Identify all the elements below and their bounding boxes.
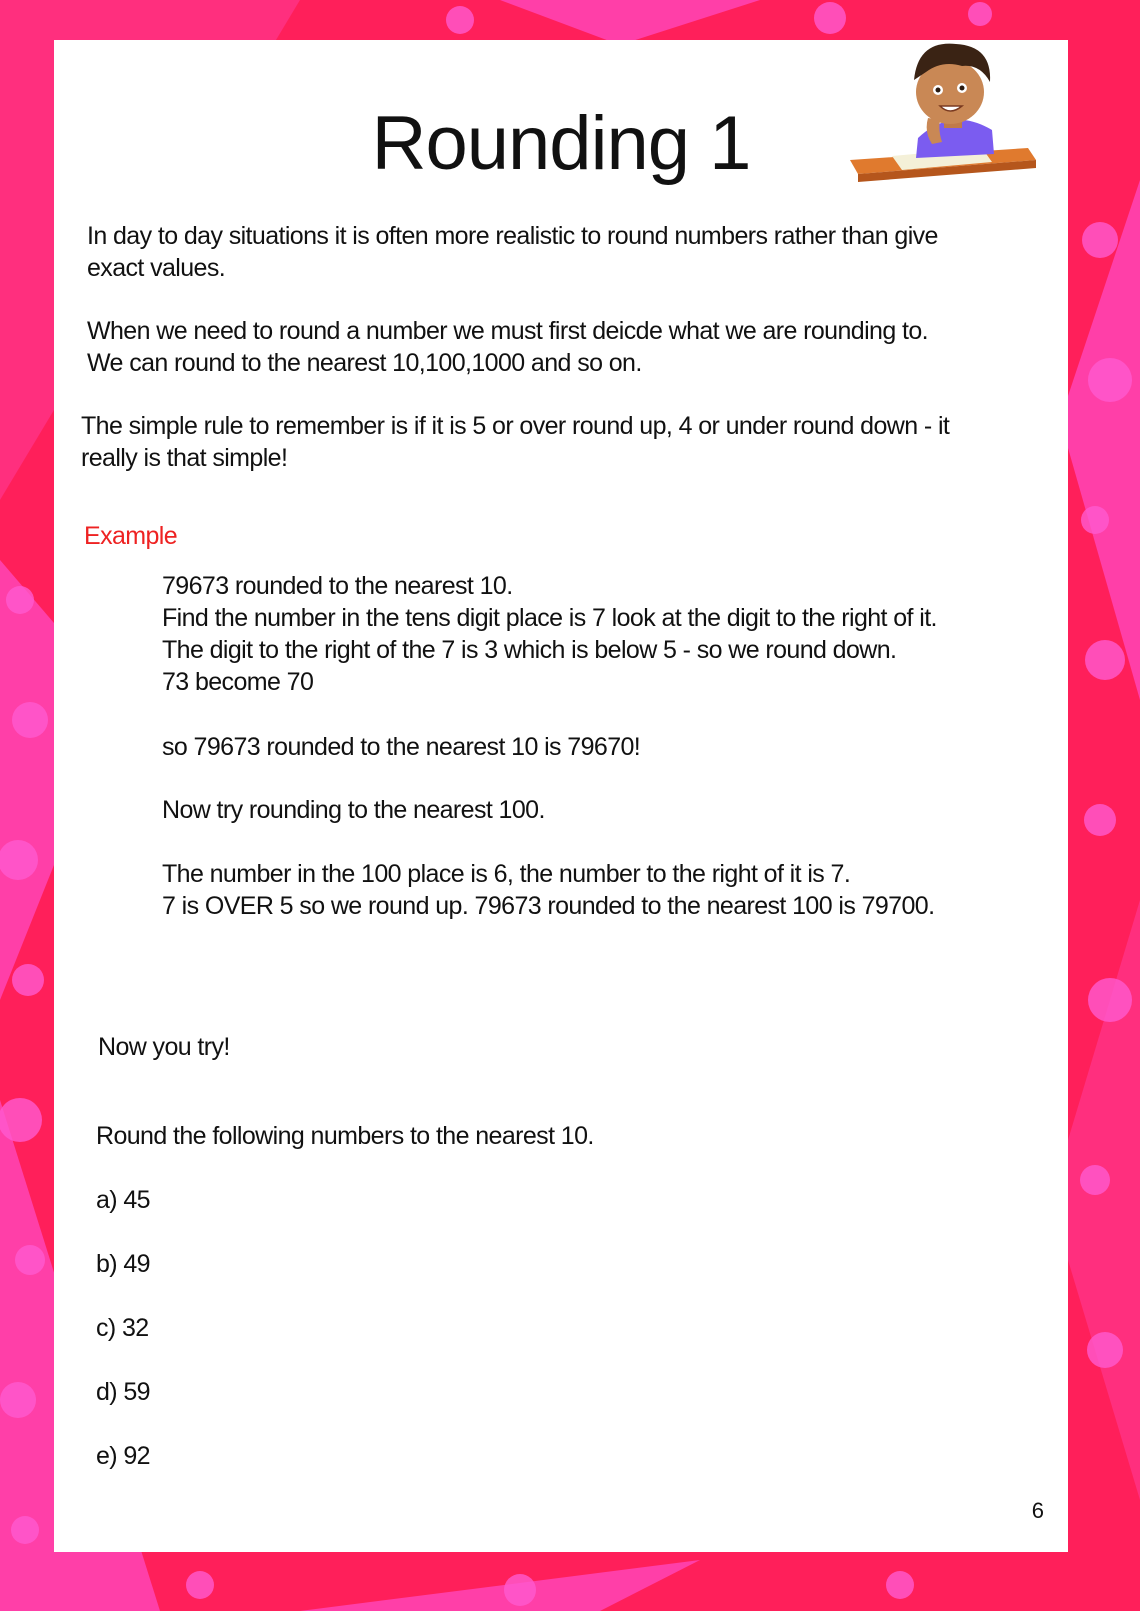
intro-paragraph-2	[87, 315, 928, 379]
text-line: exact values.	[87, 254, 226, 282]
page-title: Rounding 1	[371, 101, 751, 186]
example-result: so 79673 rounded to the nearest 10 is 79670!	[162, 733, 641, 761]
intro-paragraph-1	[87, 220, 938, 284]
example-try-next: Now try rounding to the nearest 100.	[162, 796, 545, 824]
example-label: Example	[84, 522, 178, 550]
text-line: 79673 rounded to the nearest 10.	[162, 572, 513, 600]
exercise-item-a: a) 45	[96, 1186, 150, 1214]
page-number: 6	[1031, 1498, 1044, 1523]
text-line: 7 is OVER 5 so we round up. 79673 rounded to the nearest 100 is 79700.	[162, 892, 935, 920]
example-explanation	[162, 858, 934, 922]
rule-paragraph	[81, 410, 949, 474]
text-line: The digit to the right of the 7 is 3 which is below 5 - so we round down.	[162, 636, 897, 664]
text-line: Find the number in the tens digit place is 7 look at the digit to the right of it.	[162, 604, 937, 632]
exercise-item-e: e) 92	[96, 1442, 150, 1470]
text-line: We can round to the nearest 10,100,1000 and so on.	[87, 349, 642, 377]
text-line: 73 become 70	[162, 668, 314, 696]
exercise-instruction: Round the following numbers to the nearest 10.	[96, 1122, 594, 1150]
example-steps	[162, 570, 937, 698]
text-line: really is that simple!	[81, 444, 288, 472]
exercise-item-b: b) 49	[96, 1250, 150, 1278]
text-line: When we need to round a number we must first deicde what we are rounding to.	[87, 317, 928, 345]
worksheet-page	[54, 40, 1068, 1552]
exercise-item-c: c) 32	[96, 1314, 149, 1342]
text-line: The number in the 100 place is 6, the number to the right of it is 7.	[162, 860, 851, 888]
exercise-prompt: Now you try!	[98, 1033, 230, 1061]
exercise-item-d: d) 59	[96, 1378, 150, 1406]
text-line: The simple rule to remember is if it is 5 or over round up, 4 or under round down - it	[81, 412, 950, 440]
text-line: In day to day situations it is often more realistic to round numbers rather than give	[87, 222, 938, 250]
